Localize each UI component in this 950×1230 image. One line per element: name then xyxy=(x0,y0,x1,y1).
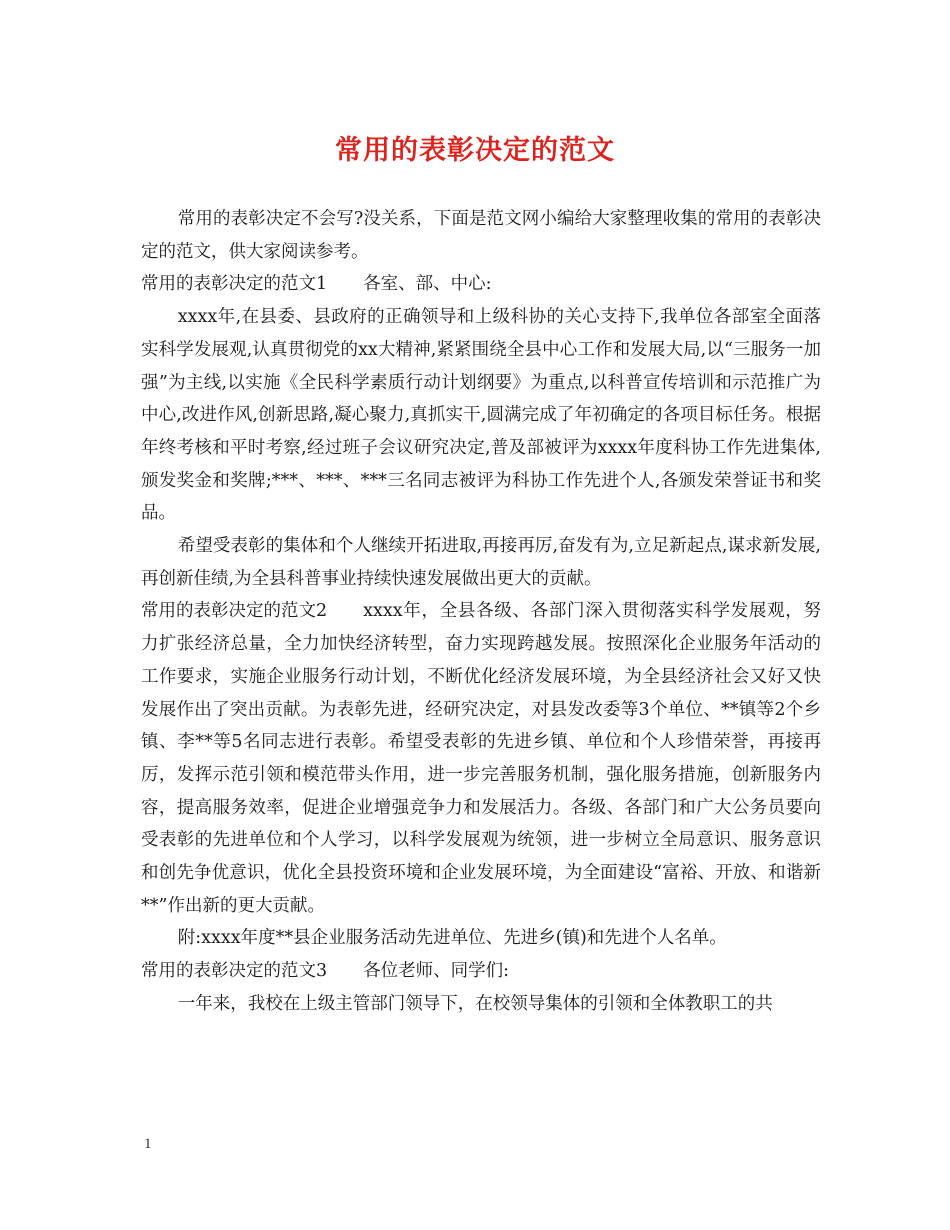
sample2-label: 常用的表彰决定的范文2 xyxy=(141,601,328,622)
sample1-salutation: 各室、部、中心: xyxy=(363,274,492,295)
sample2-text: xxxx年，全县各级、各部门深入贯彻落实科学发展观，努力扩张经济总量，全力加快经济转型，奋力实现跨越发展。按照深化企业服务年活动的工作要求，实施企业服务行动计划，不断优化经济发展环境，为全县经济社会又好又快发展作出了突出贡献。为表彰先进，经研究决定，对县发改委等3个单位、**镇等2个乡镇、李**等5名同志进行表彰。希望受表彰的先进乡镇、单位和个人珍惜荣誉，再接再厉，发挥示范引领和模范带头作用，进一步完善服务机制，强化服务措施，创新服务内容，提高服务效率，促进企业增强竞争力和发展活力。各级、各部门和广大公务员要向受表彰的先进单位和个人学习，以科学发展观为统领，进一步树立全局意识、服务意识和创先争优意识，优化全县投资环境和企业发展环境，为全面建设“富裕、开放、和谐新**”作出新的更大贡献。 xyxy=(141,601,821,916)
sample3-salutation: 各位老师、同学们: xyxy=(363,961,510,982)
document-title: 常用的表彰决定的范文 xyxy=(335,135,615,166)
sample3-heading xyxy=(141,955,821,988)
sample1-paragraph-1: xxxx年,在县委、县政府的正确领导和上级科协的关心支持下,我单位各部室全面落实科学发展观,认真贯彻党的xx大精神,紧紧围绕全县中心工作和发展大局,以“三服务一加强”为主线,以实施《全民科学素质行动计划纲要》为重点,以科普宣传培训和示范推广为中心,改进作风,创新思路,凝心聚力,真抓实干,圆满完成了年初确定的各项目标任务。根据年终考核和平时考察,经过班子会议研究决定,普及部被评为xxxx年度科协工作先进集体,颁发奖金和奖牌;***、***、***三名同志被评为科协工作先进个人,各颁发荣誉证书和奖品。 xyxy=(141,307,821,524)
sample1-paragraph-2: 希望受表彰的集体和个人继续开拓进取,再接再厉,奋发有为,立足新起点,谋求新发展,再创新佳绩,为全县科普事业持续快速发展做出更大的贡献。 xyxy=(141,536,821,589)
sample1-label: 常用的表彰决定的范文1 xyxy=(141,274,328,295)
sample3-paragraph: 一年来，我校在上级主管部门领导下，在校领导集体的引领和全体教职工的共 xyxy=(177,993,773,1014)
document-body xyxy=(141,203,821,1021)
sample1-heading xyxy=(141,268,821,301)
sample2-paragraph xyxy=(141,595,821,922)
intro-paragraph: 常用的表彰决定不会写?没关系，下面是范文网小编给大家整理收集的常用的表彰决定的范文，供大家阅读参考。 xyxy=(141,209,821,262)
page-number: 1 xyxy=(144,1136,152,1152)
sample3-label: 常用的表彰决定的范文3 xyxy=(141,961,328,982)
sample2-attachment: 附:xxxx年度**县企业服务活动先进单位、先进乡(镇)和先进个人名单。 xyxy=(177,928,727,949)
